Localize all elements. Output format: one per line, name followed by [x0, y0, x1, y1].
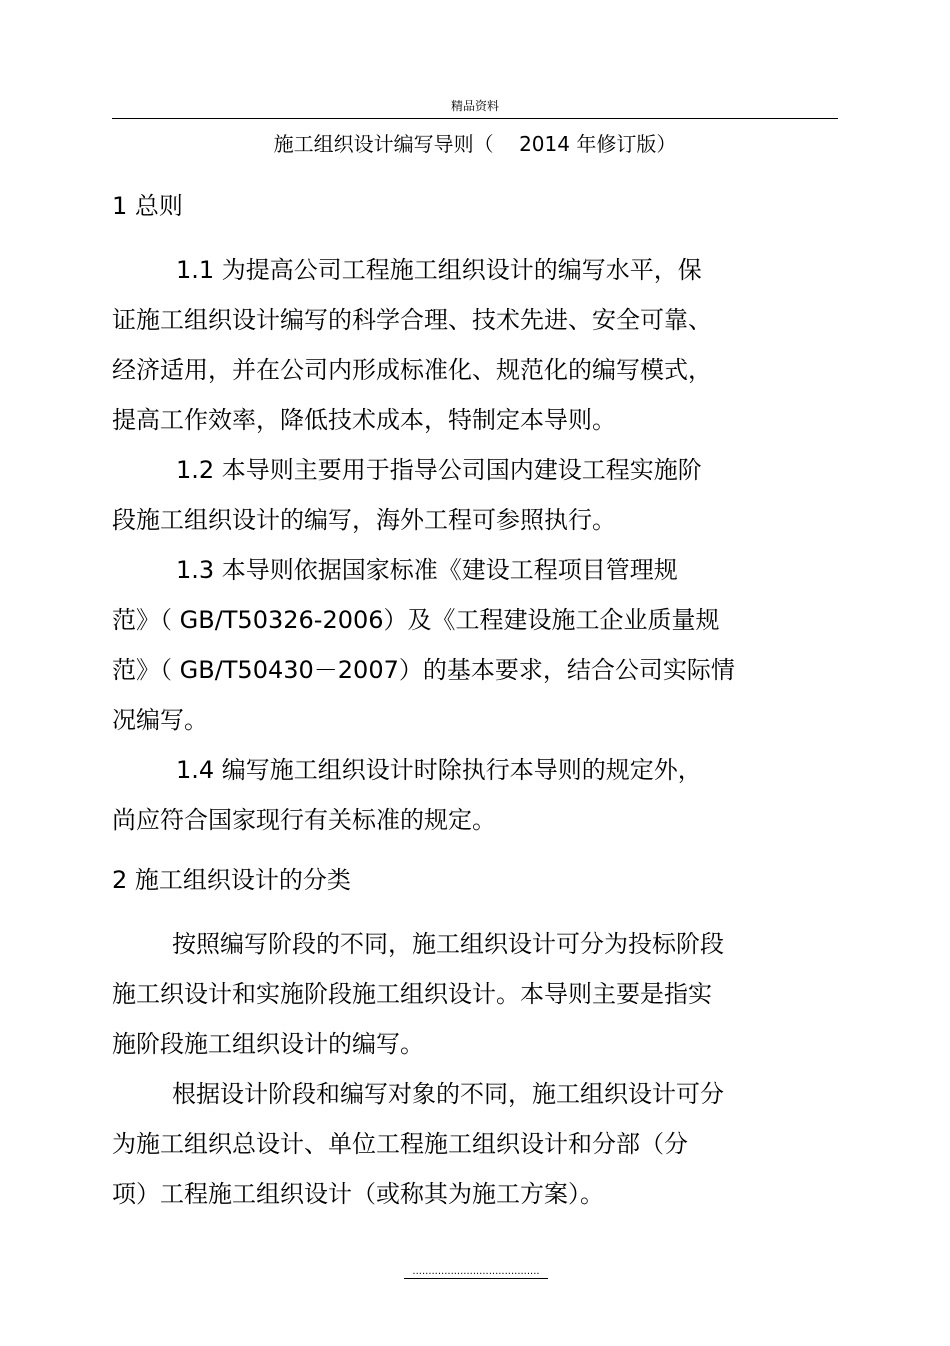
paragraph-line: 根据设计阶段和编写对象的不同，施工组织设计可分: [172, 1080, 724, 1108]
paragraph-line: 提高工作效率，降低技术成本，特制定本导则。: [112, 406, 616, 434]
header-rule: [112, 118, 838, 119]
section-heading: 1 总则: [112, 192, 183, 220]
paragraph-line: 为施工组织总设计、单位工程施工组织设计和分部（分: [112, 1130, 688, 1158]
paragraph-line: 证施工组织设计编写的科学合理、技术先进、安全可靠、: [112, 306, 712, 334]
paragraph-line: 范》（ GB/T50430－2007）的基本要求，结合公司实际情: [112, 656, 735, 684]
section-heading: 2 施工组织设计的分类: [112, 866, 351, 894]
paragraph-line: 按照编写阶段的不同，施工组织设计可分为投标阶段: [172, 930, 724, 958]
paragraph-line: 1.2 本导则主要用于指导公司国内建设工程实施阶: [176, 456, 702, 484]
paragraph-line: 1.1 为提高公司工程施工组织设计的编写水平，保: [176, 256, 702, 284]
paragraph-line: 施阶段施工组织设计的编写。: [112, 1030, 424, 1058]
page-header-label: 精品资料: [450, 99, 499, 113]
paragraph-line: 尚应符合国家现行有关标准的规定。: [112, 806, 496, 834]
document-title: 施工组织设计编写导则（ 2014 年修订版）: [273, 132, 677, 156]
paragraph-line: 项）工程施工组织设计（或称其为施工方案）。: [112, 1180, 604, 1208]
paragraph-line: 施工织设计和实施阶段施工组织设计。本导则主要是指实: [112, 980, 712, 1008]
paragraph-line: 段施工组织设计的编写，海外工程可参照执行。: [112, 506, 616, 534]
paragraph-line: 1.4 编写施工组织设计时除执行本导则的规定外，: [176, 756, 702, 784]
page-footer-dots: ........................................: [404, 1266, 548, 1279]
paragraph-line: 经济适用，并在公司内形成标准化、规范化的编写模式，: [112, 356, 712, 384]
paragraph-line: 范》（ GB/T50326-2006）及《工程建设施工企业质量规: [112, 606, 720, 634]
paragraph-line: 1.3 本导则依据国家标准《建设工程项目管理规: [176, 556, 678, 584]
paragraph-line: 况编写。: [112, 706, 208, 734]
